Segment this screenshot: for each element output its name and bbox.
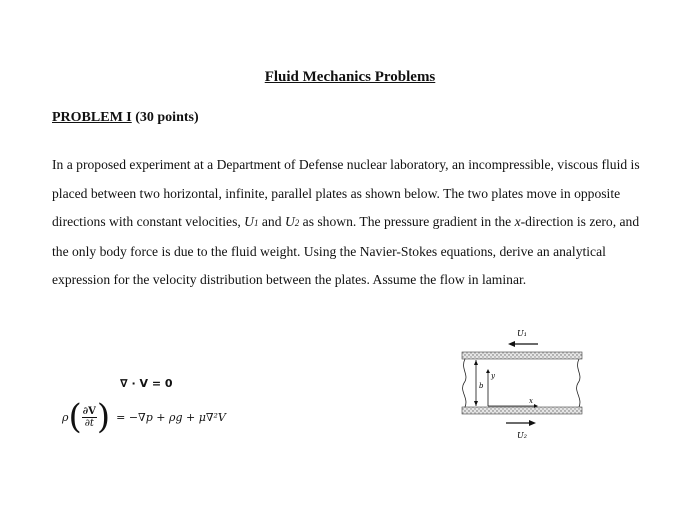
gap-dimension xyxy=(474,360,478,406)
top-plate xyxy=(462,352,582,359)
problem-label: PROBLEM I xyxy=(52,110,132,125)
ns-rho: ρ xyxy=(62,410,69,424)
x-variable: x xyxy=(514,214,521,229)
u2-symbol: U xyxy=(284,214,295,229)
continuity-equation: ∇ · V = 0 xyxy=(120,377,173,390)
parallel-plates-diagram xyxy=(452,322,592,452)
problem-statement: In a proposed experiment at a Department of Defense nuclear laboratory, an incompressible, viscous fluid is placed between two horizontal, infinite, parallel plates as shown below. The two plates move in opposite directions with constant velocities, U1 and U2 as shown. The pressure gradient in the x-direction is zero, and the only body force is due to the fluid weight. Using the Navier-Stokes equations, derive an analytical expression for the velocity distribution between the plates. Assume the flow in laminar. xyxy=(52,157,640,287)
ns-rhs: = −∇p + ρg + μ∇²V xyxy=(116,410,226,424)
gap-label: b xyxy=(479,382,484,390)
bottom-velocity-arrow xyxy=(506,420,536,426)
problem-heading xyxy=(52,110,199,126)
navier-stokes-equation: ρ ( $\frac{\partial V}{\partial t}$ ) = −∇p + ρg + μ∇²V xyxy=(62,397,226,437)
y-axis-label: y xyxy=(491,372,495,380)
left-break-line xyxy=(463,359,466,407)
x-axis-label: x xyxy=(529,397,533,405)
right-break-line xyxy=(577,359,580,407)
u1-symbol: U xyxy=(244,214,254,229)
bottom-plate xyxy=(462,407,582,414)
top-velocity-arrow xyxy=(508,341,538,347)
ns-fraction: $\frac{\partial V}{\partial t}$ xyxy=(82,405,96,429)
u1-label: U₁ xyxy=(517,329,527,338)
page-title: Fluid Mechanics Problems xyxy=(264,69,436,85)
u2-label: U₂ xyxy=(517,431,527,440)
problem-points: (30 points) xyxy=(135,110,199,125)
